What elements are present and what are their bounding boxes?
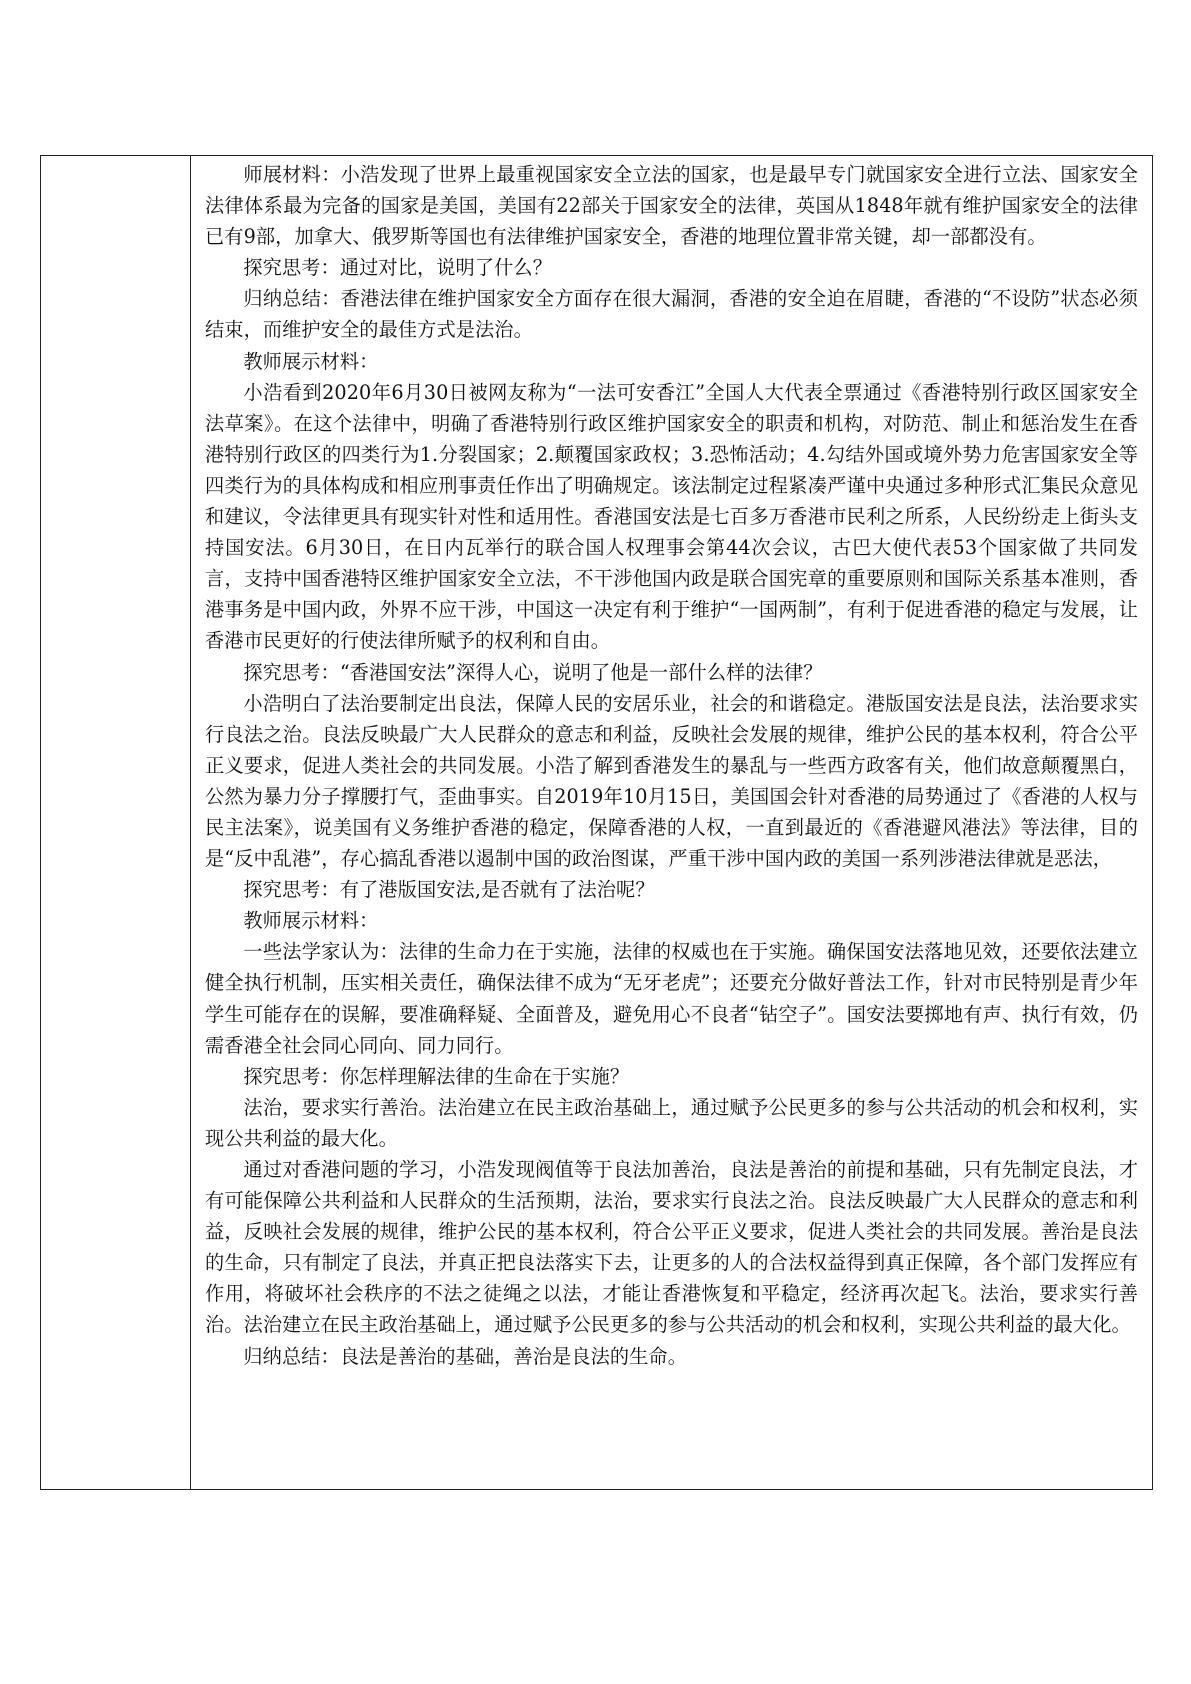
paragraph: 小浩明白了法治要制定出良法，保障人民的安居乐业，社会的和谐稳定。港版国安法是良法，法治要求实行良法之治。良法反映最广大人民群众的意志和利益，反映社会发展的规律，维护公民的基本权利，符合公平正义要求，促进人类社会的共同发展。小浩了解到香港发生的暴乱与一些西方政客有关，他们故意颠覆黑白，公然为暴力分子撑腰打气，歪曲事实。自2019年10月15日，美国国会针对香港的局势通过了《香港的人权与民主法案》，说美国有义务维护香港的稳定，保障香港的人权，一直到最近的《香港避风港法》等法律，目的是“反中乱港”，存心搞乱香港以遏制中国的政治图谋，严重干涉中国内政的美国一系列涉港法律就是恶法， xyxy=(205,691,1138,871)
paragraph: 通过对香港问题的学习，小浩发现阀值等于良法加善治，良法是善治的前提和基础，只有先制定良法，才有可能保障公共利益和人民群众的生活预期，法治，要求实行良法之治。良法反映最广大人民群众的意志和利益，反映社会发展的规律，维护公民的基本权利，符合公平正义要求，促进人类社会的共同发展。善治是良法的生命，只有制定了良法，并真正把良法落实下去，让更多的人的合法权益得到真正保障，各个部门发挥应有作用，将破坏社会秩序的不法之徒绳之以法，才能让香港恢复和平稳定，经济再次起飞。法治，要求实行善治。法治建立在民主政治基础上，通过赋予公民更多的参与公共活动的机会和权利，实现公共利益的最大化。 xyxy=(205,1158,1138,1337)
paragraph: 探究思考：有了港版国安法,是否就有了法治呢？ xyxy=(243,878,655,902)
lesson-table xyxy=(40,155,1153,1490)
paragraph: 法治，要求实行善治。法治建立在民主政治基础上，通过赋予公民更多的参与公共活动的机会和权利，实现公共利益的最大化。 xyxy=(205,1095,1138,1150)
paragraph: 教师展示材料： xyxy=(243,349,379,373)
paragraph: 归纳总结：香港法律在维护国家安全方面存在很大漏洞，香港的安全迫在眉睫，香港的“不设防”状态必须结束，而维护安全的最佳方式是法治。 xyxy=(205,287,1138,342)
content-cell xyxy=(191,156,1152,1489)
paragraph: 教师展示材料： xyxy=(243,909,379,933)
paragraph: 探究思考：你怎样理解法律的生命在于实施？ xyxy=(243,1064,630,1088)
left-cell xyxy=(41,156,191,1489)
paragraph: 探究思考：通过对比，说明了什么？ xyxy=(243,256,552,280)
paragraph: 小浩看到2020年6月30日被网友称为“一法可安香江”全国人大代表全票通过《香港特别行政区国家安全法草案》。在这个法律中，明确了香港特别行政区维护国家安全的职责和机构，对防范、制止和惩治发生在香港特别行政区的四类行为1.分裂国家；2.颠覆国家政权；3.恐怖活动；4.勾结外国或境外势力危害国家安全等四类行为的具体构成和相应刑事责任作出了明确规定。该法制定过程紧凑严谨中央通过多种形式汇集民众意见和建议，令法律更具有现实针对性和适用性。香港国安法是七百多万香港市民利之所系，人民纷纷走上街头支持国安法。6月30日，在日内瓦举行的联合国人权理事会第44次会议，古巴大使代表53个国家做了共同发言，支持中国香港特区维护国家安全立法，不干涉他国内政是联合国宪章的重要原则和国际关系基本准则，香港事务是中国内政，外界不应干涉，中国这一决定有利于维护“一国两制”，有利于促进香港的稳定与发展，让香港市民更好的行使法律所赋予的权利和自由。 xyxy=(205,380,1138,653)
paragraph: 归纳总结：良法是善治的基础，善治是良法的生命。 xyxy=(243,1344,688,1368)
paragraph: 师展材料：小浩发现了世界上最重视国家安全立法的国家，也是最早专门就国家安全进行立法、国家安全法律体系最为完备的国家是美国，美国有22部关于国家安全的法律，英国从1848年就有维护国家安全的法律已有9部，加拿大、俄罗斯等国也有法律维护国家安全，香港的地理位置非常关键，却一部都没有。 xyxy=(205,163,1138,249)
paragraph: 一些法学家认为：法律的生命力在于实施，法律的权威也在于实施。确保国安法落地见效，还要依法建立健全执行机制，压实相关责任，确保法律不成为“无牙老虎”；还要充分做好普法工作，针对市民特别是青少年学生可能存在的误解，要准确释疑、全面普及，避免用心不良者“钻空子”。国安法要掷地有声、执行有效，仍需香港全社会同心同向、同力同行。 xyxy=(205,940,1138,1057)
paragraph: 探究思考：“香港国安法”深得人心，说明了他是一部什么样的法律？ xyxy=(243,660,823,684)
